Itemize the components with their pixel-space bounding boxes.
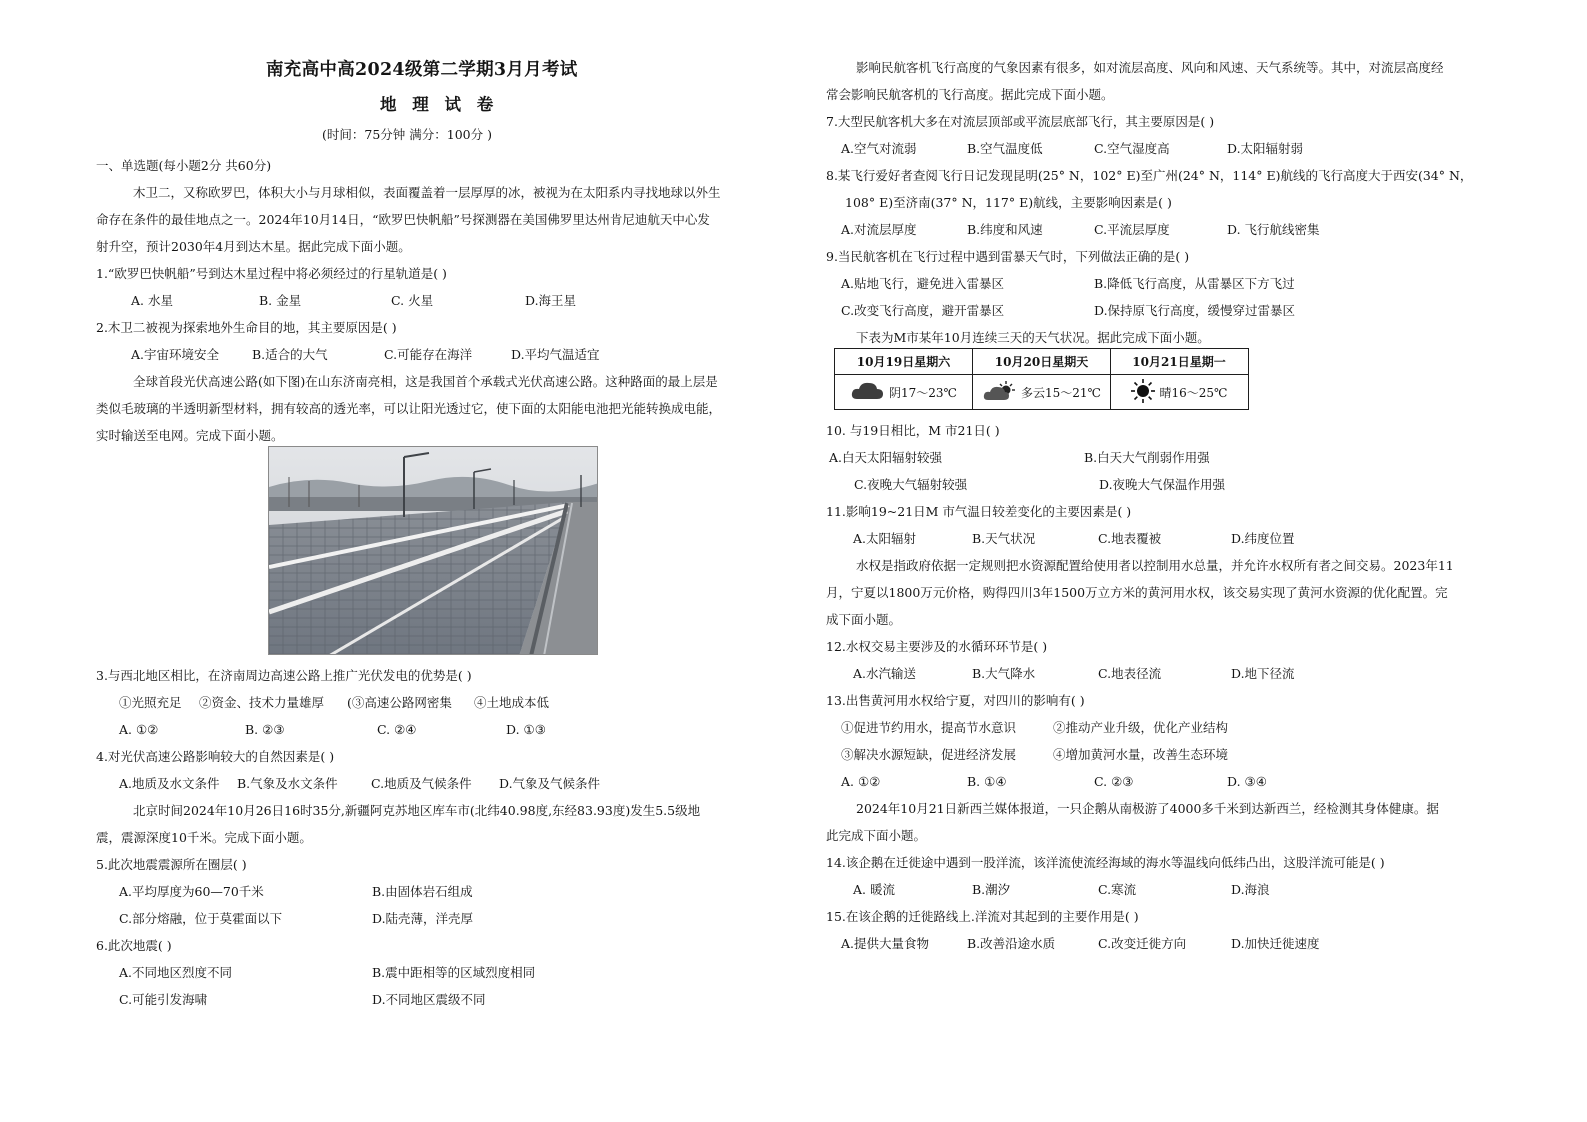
- q4-option-a: A.地质及水文条件: [119, 776, 220, 791]
- q9-option-b: B.降低飞行高度，从雷暴区下方飞过: [1094, 276, 1295, 291]
- q8-stem-line2: 108° E)至济南(37° N，117° E)航线，主要影响因素是( ): [845, 195, 1172, 210]
- q12-option-a: A.水汽输送: [853, 666, 917, 681]
- q2-option-d: D.平均气温适宜: [511, 347, 600, 362]
- q3-item-2: ②资金、技术力量雄厚: [199, 695, 325, 710]
- q7-option-c: C.空气湿度高: [1094, 141, 1170, 156]
- q14-option-b: B.潮汐: [972, 882, 1011, 897]
- q14-option-a: A. 暖流: [853, 882, 895, 897]
- table-intro: 下表为M市某年10月连续三天的天气状况。据此完成下面小题。: [856, 330, 1210, 345]
- q6-option-d: D.不同地区震级不同: [372, 992, 486, 1007]
- q9-option-c: C.改变飞行高度，避开雷暴区: [841, 303, 1005, 318]
- exam-title: 南充高中高2024级第二学期3月月考试: [266, 60, 578, 80]
- q3-option-c: C. ②④: [377, 722, 417, 737]
- q13-stem: 13.出售黄河用水权给宁夏，对四川的影响有( ): [826, 693, 1085, 708]
- weather-value-day1: 阴17～23℃: [889, 385, 957, 400]
- q6-stem: 6.此次地震( ): [96, 938, 172, 953]
- weather-header-day1: 10月19日星期六: [835, 349, 973, 374]
- q8-option-a: A.对流层厚度: [841, 222, 917, 237]
- q13-option-b: B. ①④: [967, 774, 1007, 789]
- passage5-line2: 月，宁夏以1800万元价格，购得四川3年1500万立方米的黄河用水权，该交易实现了黄河水资源的优化配置。完: [826, 585, 1448, 600]
- q5-option-c: C.部分熔融，位于莫霍面以下: [119, 911, 283, 926]
- q5-option-d: D.陆壳薄，洋壳厚: [372, 911, 474, 926]
- q15-option-a: A.提供大量食物: [841, 936, 930, 951]
- q2-option-b: B.适合的大气: [252, 347, 328, 362]
- passage2-line1: 全球首段光伏高速公路(如下图)在山东济南亮相，这是我国首个承载式光伏高速公路。这种路面的最上层是: [133, 374, 718, 389]
- q4-stem: 4.对光伏高速公路影响较大的自然因素是( ): [96, 749, 335, 764]
- q3-item-3: (③高速公路网密集: [347, 695, 452, 710]
- q1-option-c: C. 火星: [391, 293, 434, 308]
- q6-option-b: B.震中距相等的区域烈度相同: [372, 965, 536, 980]
- q3-option-d: D. ①③: [506, 722, 546, 737]
- q7-option-a: A.空气对流弱: [841, 141, 917, 156]
- weather-header-day2: 10月20日星期天: [973, 349, 1111, 374]
- passage4-line2: 常会影响民航客机的飞行高度。据此完成下面小题。: [826, 87, 1114, 102]
- passage4-line1: 影响民航客机飞行高度的气象因素有很多，如对流层高度、风向和风速、天气系统等。其中，对流层高度经: [856, 60, 1444, 75]
- q13-item-3: ③解决水源短缺，促进经济发展: [841, 747, 1017, 762]
- q12-option-d: D.地下径流: [1231, 666, 1295, 681]
- weather-value-day3: 晴16～25℃: [1159, 385, 1228, 400]
- exam-subtitle: 地 理 试 卷: [380, 95, 499, 114]
- q15-option-c: C.改变迁徙方向: [1098, 936, 1187, 951]
- weather-table: [834, 348, 1249, 410]
- q8-option-d: D. 飞行航线密集: [1227, 222, 1320, 237]
- weather-header-day3: 10月21日星期一: [1132, 355, 1226, 369]
- q7-option-d: D.太阳辐射弱: [1227, 141, 1304, 156]
- weather-cell-day3: [1111, 375, 1247, 409]
- q9-option-a: A.贴地飞行，避免进入雷暴区: [841, 276, 1005, 291]
- weather-cell-day2: [973, 375, 1111, 409]
- passage1-line1: 木卫二，又称欧罗巴，体积大小与月球相似，表面覆盖着一层厚厚的冰，被视为在太阳系内寻找地球以外生: [133, 185, 721, 200]
- passage2-line2: 类似毛玻璃的半透明新型材料，拥有较高的透光率，可以让阳光透过它，使下面的太阳能电池把光能转换成电能，: [96, 401, 722, 416]
- q1-stem: 1.“欧罗巴快帆船”号到达木星过程中将必须经过的行星轨道是( ): [96, 266, 447, 281]
- partly-cloudy-icon: [982, 380, 1016, 405]
- cloud-icon: [850, 380, 884, 405]
- weather-table-body-row: [835, 375, 1248, 409]
- weather-cell-day1: [835, 375, 973, 409]
- q11-option-d: D.纬度位置: [1231, 531, 1295, 546]
- q10-option-b: B.白天大气削弱作用强: [1084, 450, 1210, 465]
- q7-option-b: B.空气温度低: [967, 141, 1043, 156]
- q10-option-a: A.白天太阳辐射较强: [829, 450, 943, 465]
- q4-option-d: D.气象及气候条件: [499, 776, 601, 791]
- q14-option-c: C.寒流: [1098, 882, 1137, 897]
- q12-option-b: B.大气降水: [972, 666, 1036, 681]
- q3-stem: 3.与西北地区相比，在济南周边高速公路上推广光伏发电的优势是( ): [96, 668, 472, 683]
- q5-option-b: B.由固体岩石组成: [372, 884, 473, 899]
- q6-option-a: A.不同地区烈度不同: [119, 965, 233, 980]
- q6-option-c: C.可能引发海啸: [119, 992, 208, 1007]
- solar-highway-photo: [268, 446, 598, 655]
- q10-stem: 10. 与19日相比，M 市21日( ): [826, 423, 1000, 438]
- q15-option-d: D.加快迁徙速度: [1231, 936, 1320, 951]
- q2-option-c: C.可能存在海洋: [384, 347, 473, 362]
- q10-option-d: D.夜晚大气保温作用强: [1099, 477, 1226, 492]
- q3-item-4: ④土地成本低: [474, 695, 550, 710]
- q5-stem: 5.此次地震震源所在圈层( ): [96, 857, 247, 872]
- weather-value-day2: 多云15～21℃: [1021, 385, 1101, 400]
- section-heading: 一、单选题(每小题2分 共60分): [96, 158, 272, 173]
- q11-option-a: A.太阳辐射: [853, 531, 917, 546]
- q3-item-1: ①光照充足: [119, 695, 182, 710]
- q13-option-c: C. ②③: [1094, 774, 1134, 789]
- q15-option-b: B.改善沿途水质: [967, 936, 1056, 951]
- passage5-line1: 水权是指政府依据一定规则把水资源配置给使用者以控制用水总量，并允许水权所有者之间交易。2023年11: [856, 558, 1454, 573]
- q4-option-c: C.地质及气候条件: [371, 776, 472, 791]
- exam-meta: (时间：75分钟 满分：100分 ): [322, 127, 492, 142]
- q9-option-d: D.保持原飞行高度，缓慢穿过雷暴区: [1094, 303, 1296, 318]
- q15-stem: 15.在该企鹅的迁徙路线上.洋流对其起到的主要作用是( ): [826, 909, 1139, 924]
- q13-item-4: ④增加黄河水量，改善生态环境: [1053, 747, 1229, 762]
- q3-option-b: B. ②③: [245, 722, 285, 737]
- q13-option-d: D. ③④: [1227, 774, 1267, 789]
- q7-stem: 7.大型民航客机大多在对流层顶部或平流层底部飞行，其主要原因是( ): [826, 114, 1215, 129]
- q13-item-2: ②推动产业升级，优化产业结构: [1053, 720, 1229, 735]
- weather-table-header-row: [835, 349, 1248, 375]
- passage3-line1: 北京时间2024年10月26日16时35分,新疆阿克苏地区库车市(北纬40.98度,东经83.93度)发生5.5级地: [133, 803, 701, 818]
- q12-option-c: C.地表径流: [1098, 666, 1162, 681]
- q5-option-a: A.平均厚度为60—70千米: [119, 884, 264, 899]
- q4-option-b: B.气象及水文条件: [237, 776, 338, 791]
- q1-option-d: D.海王星: [525, 293, 577, 308]
- q14-stem: 14.该企鹅在迁徙途中遇到一股洋流，该洋流使流经海域的海水等温线向低纬凸出，这股洋流可能是( ): [826, 855, 1385, 870]
- passage6-line2: 此完成下面小题。: [826, 828, 927, 843]
- passage1-line2: 命存在条件的最佳地点之一。2024年10月14日，“欧罗巴快帆船”号探测器在美国佛罗里达州肯尼迪航天中心发: [96, 212, 710, 227]
- q1-option-b: B. 金星: [259, 293, 302, 308]
- q11-option-b: B.天气状况: [972, 531, 1036, 546]
- q11-stem: 11.影响19~21日M 市气温日较差变化的主要因素是( ): [826, 504, 1132, 519]
- q10-option-c: C.夜晚大气辐射较强: [854, 477, 968, 492]
- passage5-line3: 成下面小题。: [826, 612, 902, 627]
- q13-item-1: ①促进节约用水，提高节水意识: [841, 720, 1017, 735]
- q3-option-a: A. ①②: [119, 722, 159, 737]
- passage6-line1: 2024年10月21日新西兰媒体报道，一只企鹅从南极游了4000多千米到达新西兰，经检测其身体健康。据: [856, 801, 1439, 816]
- q14-option-d: D.海浪: [1231, 882, 1270, 897]
- passage2-line3: 实时输送至电网。完成下面小题。: [96, 428, 284, 443]
- q2-option-a: A.宇宙环境安全: [131, 347, 220, 362]
- sun-icon: [1131, 379, 1155, 406]
- q8-stem-line1: 8.某飞行爱好者查阅飞行日记发现昆明(25° N，102° E)至广州(24° N，114° E)航线的飞行高度大于西安(34° N，: [826, 168, 1473, 183]
- q8-option-b: B.纬度和风速: [967, 222, 1043, 237]
- q12-stem: 12.水权交易主要涉及的水循环环节是( ): [826, 639, 1048, 654]
- q13-option-a: A. ①②: [841, 774, 881, 789]
- q1-option-a: A. 水星: [131, 293, 173, 308]
- q9-stem: 9.当民航客机在飞行过程中遇到雷暴天气时，下列做法正确的是( ): [826, 249, 1190, 264]
- passage1-line3: 射升空，预计2030年4月到达木星。据此完成下面小题。: [96, 239, 411, 254]
- q11-option-c: C.地表覆被: [1098, 531, 1162, 546]
- q2-stem: 2.木卫二被视为探索地外生命目的地，其主要原因是( ): [96, 320, 397, 335]
- q8-option-c: C.平流层厚度: [1094, 222, 1170, 237]
- passage3-line2: 震，震源深度10千米。完成下面小题。: [96, 830, 312, 845]
